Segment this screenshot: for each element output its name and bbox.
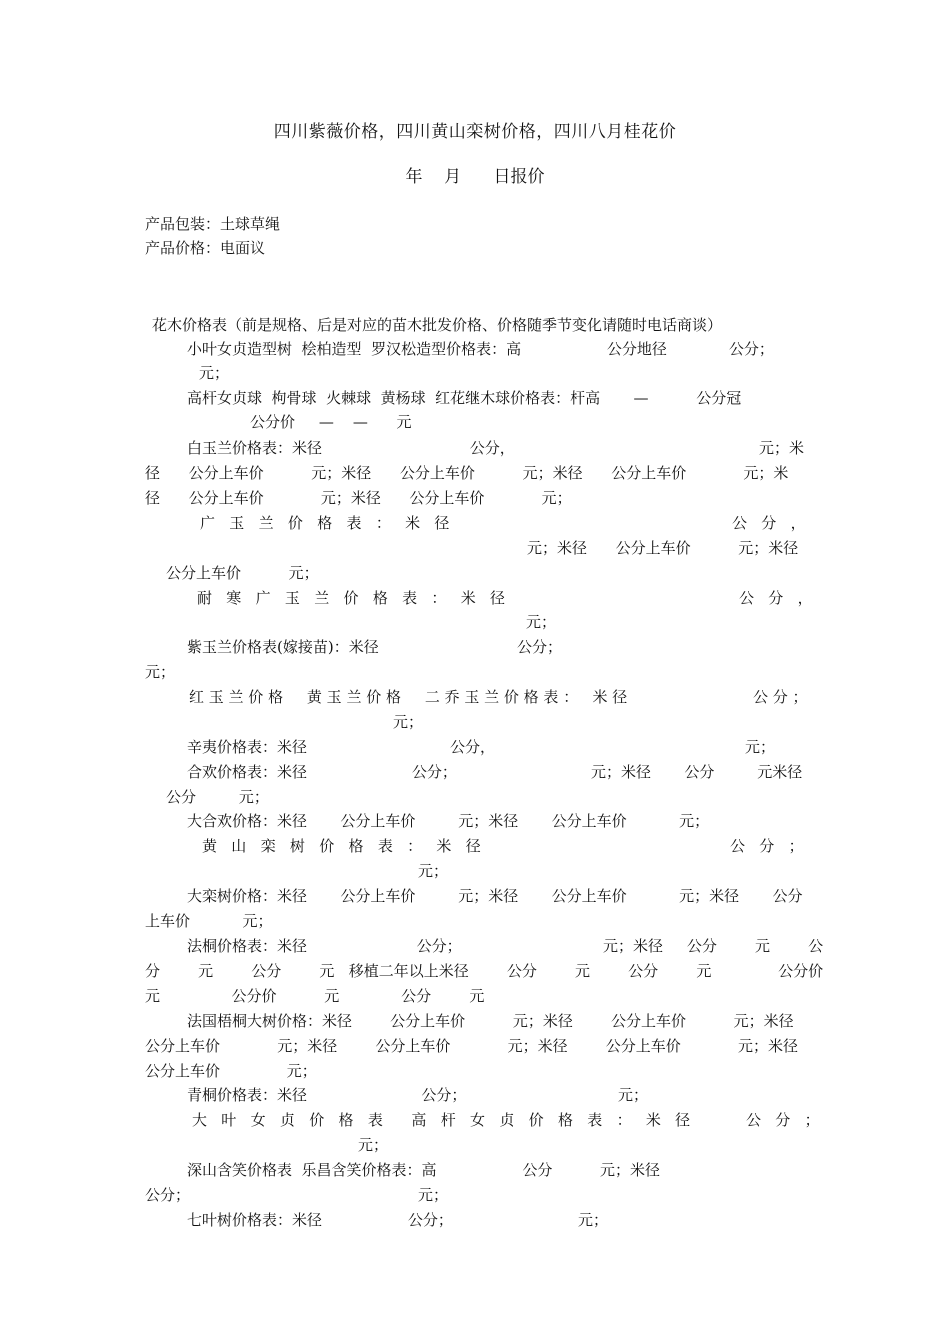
text-line: 元 公分价 元 公分 元 bbox=[145, 987, 485, 1005]
text-line: 公 分 ， bbox=[732, 514, 806, 532]
text-line: 大合欢价格：米径 公分上车价 元；米径 公分上车价 元； bbox=[187, 812, 710, 830]
price-note-line: 产品价格：电面议 bbox=[145, 239, 266, 257]
text-line: 深山含笑价格表 乐昌含笑价格表：高 公分 元；米径 bbox=[187, 1161, 661, 1179]
text-line: 元；米径 公分 元 公 bbox=[603, 937, 824, 955]
text-line: 法桐价格表：米径 公分； bbox=[187, 937, 462, 955]
text-line: 公 分 ； bbox=[730, 837, 804, 855]
text-line: 法国梧桐大树价格：米径 公分上车价 元；米径 公分上车价 元；米径 bbox=[187, 1012, 794, 1030]
text-line: 元； bbox=[393, 713, 424, 731]
text-line: 大栾树价格：米径 公分上车价 元；米径 公分上车价 元；米径 公分 bbox=[187, 887, 803, 905]
packaging-line: 产品包装：土球草绳 bbox=[145, 215, 281, 233]
text-line: 黄 山 栾 树 价 格 表 ： 米 径 bbox=[202, 837, 481, 855]
text-line: 公分上车价 元；米径 公分上车价 元；米径 公分上车价 元；米径 bbox=[145, 1037, 798, 1055]
text-line: 元；米径 公分 元米径 bbox=[591, 763, 803, 781]
text-line: 紫玉兰价格表(嫁接苗)：米径 公分； bbox=[187, 638, 562, 656]
text-line: 元； bbox=[358, 1136, 389, 1154]
date-line: 年 月 日报价 bbox=[405, 167, 545, 187]
text-line: 分 元 公分 元 移植二年以上米径 公分 元 公分 元 公分价 bbox=[145, 962, 824, 980]
text-line: 上车价 元； bbox=[145, 912, 273, 930]
text-line: 元； bbox=[418, 862, 449, 880]
text-line: 耐 寒 广 玉 兰 价 格 表 ： 米 径 bbox=[197, 589, 506, 607]
document-title: 四川紫薇价格，四川黄山栾树价格，四川八月桂花价 bbox=[273, 122, 677, 142]
text-line: 元； bbox=[618, 1086, 649, 1104]
text-line: 元； bbox=[418, 1186, 449, 1204]
text-line: 大 叶 女 贞 价 格 表 高 杆 女 贞 价 格 表 ： 米 径 bbox=[192, 1111, 691, 1129]
text-line: 广 玉 兰 价 格 表 ： 米 径 bbox=[200, 514, 450, 532]
text-line: 合欢价格表：米径 公分； bbox=[187, 763, 457, 781]
text-line: 公分上车价 元； bbox=[145, 1062, 317, 1080]
text-line: 辛夷价格表：米径 公分， bbox=[187, 738, 496, 756]
text-line: 元； bbox=[199, 364, 230, 382]
text-line: 元； bbox=[745, 738, 776, 756]
text-line: 公 分 ， bbox=[739, 589, 813, 607]
text-line: 公分 元； bbox=[166, 788, 269, 806]
text-line: 元；米 bbox=[759, 439, 805, 457]
text-line: 元； bbox=[578, 1211, 609, 1229]
text-line: 径 公分上车价 元；米径 公分上车价 元； bbox=[145, 489, 572, 507]
text-line: 高杆女贞球 枸骨球 火棘球 黄杨球 红花继木球价格表：杆高 — 公分冠 bbox=[187, 389, 742, 407]
text-line: 元； bbox=[145, 663, 176, 681]
text-line: 径 公分上车价 元；米径 公分上车价 元；米径 公分上车价 元；米 bbox=[145, 464, 789, 482]
text-line: 红 玉 兰 价 格 黄 玉 兰 价 格 二 乔 玉 兰 价 格 表 ： 米 径 bbox=[189, 688, 628, 706]
text-line: 公分价 — — 元 bbox=[250, 413, 412, 431]
text-line: 公分； bbox=[145, 1186, 191, 1204]
text-line: 白玉兰价格表：米径 公分， bbox=[187, 439, 515, 457]
text-line: 青桐价格表：米径 公分； bbox=[187, 1086, 467, 1104]
table-heading: 花木价格表（前是规格、后是对应的苗木批发价格、价格随季节变化请随时电话商谈） bbox=[152, 316, 723, 334]
text-line: 元；米径 公分上车价 元；米径 bbox=[527, 539, 799, 557]
text-line: 公 分 ； bbox=[753, 688, 808, 706]
text-line: 元； bbox=[526, 613, 557, 631]
text-line: 公 分 ； bbox=[746, 1111, 820, 1129]
text-line: 公分上车价 元； bbox=[166, 564, 319, 582]
text-line: 小叶女贞造型树 桧柏造型 罗汉松造型价格表：高 公分地径 公分； bbox=[187, 340, 774, 358]
text-line: 七叶树价格表：米径 公分； bbox=[187, 1211, 453, 1229]
